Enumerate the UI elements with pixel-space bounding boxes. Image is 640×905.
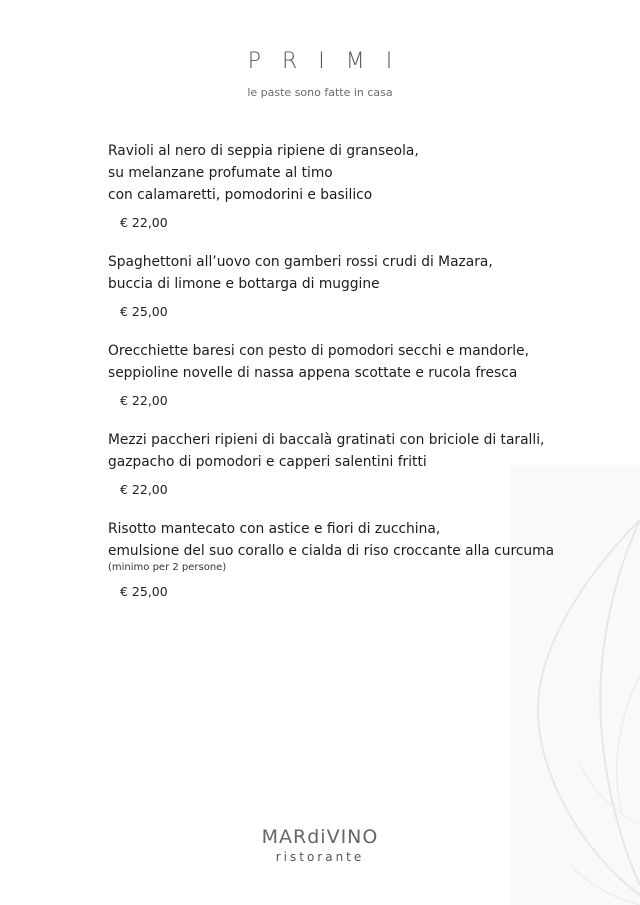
brand-name: MARdiVINO <box>261 826 379 848</box>
dish-description-line: con calamaretti, pomodorini e basilico <box>108 187 373 203</box>
dish-description-line: Ravioli al nero di seppia ripiene di granseola, <box>108 143 419 159</box>
dish-description-line: Risotto mantecato con astice e fiori di zucchina, <box>108 521 441 537</box>
dish-description-line: gazpacho di pomodori e capperi salentini fritti <box>108 454 427 470</box>
dish-description-line: buccia di limone e bottarga di muggine <box>108 276 380 292</box>
dish-note: (minimo per 2 persone) <box>108 562 227 573</box>
brand-tagline: ristorante <box>275 850 365 864</box>
page-subtitle: le paste sono fatte in casa <box>247 86 393 99</box>
dish-price: € 25,00 <box>120 584 168 599</box>
menu-item <box>108 429 578 499</box>
menu-item <box>108 518 578 601</box>
dish-description-line: seppioline novelle di nassa appena scottate e rucola fresca <box>108 365 518 381</box>
page-title: PRIMI <box>247 49 414 74</box>
menu-list <box>108 140 578 620</box>
dish-price: € 25,00 <box>120 304 168 319</box>
dish-description-line: su melanzane profumate al timo <box>108 165 333 181</box>
dish-description-line: Mezzi paccheri ripieni di baccalà gratinati con briciole di taralli, <box>108 432 545 448</box>
menu-item <box>108 251 578 321</box>
dish-price: € 22,00 <box>120 215 168 230</box>
menu-item <box>108 340 578 410</box>
dish-description-line: emulsione del suo corallo e cialda di riso croccante alla curcuma <box>108 543 555 559</box>
dish-description-line: Orecchiette baresi con pesto di pomodori secchi e mandorle, <box>108 343 530 359</box>
dish-price: € 22,00 <box>120 393 168 408</box>
restaurant-logo <box>0 826 640 866</box>
dish-description-line: Spaghettoni all’uovo con gamberi rossi crudi di Mazara, <box>108 254 493 270</box>
menu-item <box>108 140 578 232</box>
dish-price: € 22,00 <box>120 482 168 497</box>
